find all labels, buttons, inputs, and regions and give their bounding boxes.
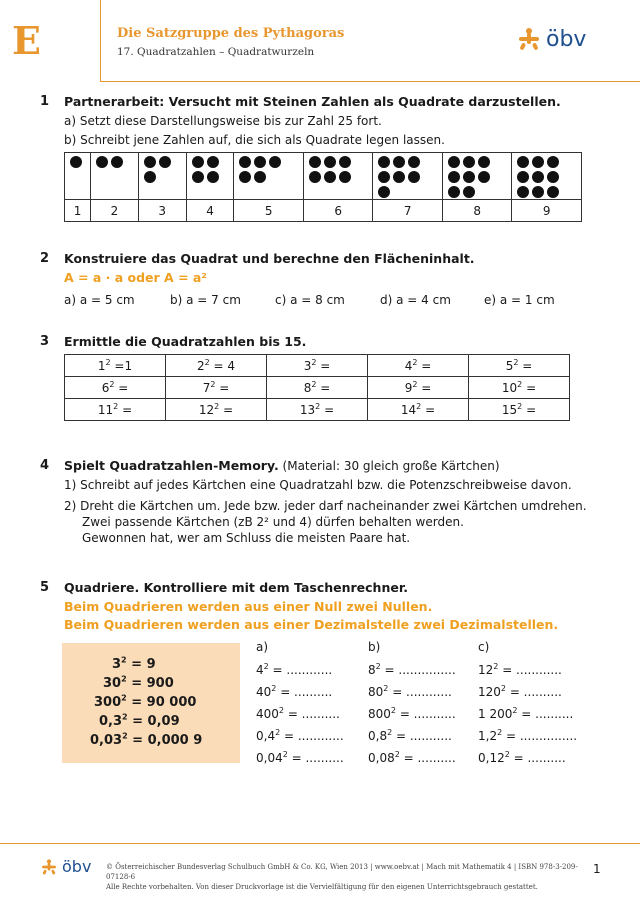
example-result: = 90 000	[126, 695, 197, 711]
exercise-blank: = ............	[280, 729, 344, 743]
stone-dot	[517, 171, 529, 183]
example-base: 3	[112, 657, 122, 673]
exercise-base: 0,8	[368, 729, 388, 743]
stone-dot	[448, 156, 460, 168]
square-expression-exponent: 2	[315, 402, 321, 411]
dot-cell-label: 2	[91, 200, 139, 222]
square-cell	[166, 377, 267, 399]
square-expression-rest: =	[522, 381, 537, 395]
task4-title-note: (Material: 30 gleich große Kärtchen)	[278, 459, 500, 473]
square-expression	[199, 403, 233, 417]
task1-number: 1	[40, 94, 50, 109]
square-expression-base: 15	[501, 403, 518, 417]
square-expression-rest: =	[118, 403, 133, 417]
dot-group	[187, 153, 234, 183]
dot-cell	[234, 153, 304, 200]
square-expression-rest: =	[518, 359, 533, 373]
dot-cell	[138, 153, 186, 200]
square-expression-exponent: 2	[311, 358, 317, 367]
example-result: = 900	[126, 676, 174, 692]
exercise-blank: = ............	[268, 663, 333, 677]
dot-group	[139, 153, 186, 183]
oebv-star-icon	[516, 26, 542, 52]
exercise-blank: = ............	[388, 685, 452, 699]
exercise-blank: = ...........	[396, 707, 456, 721]
square-cell	[267, 377, 368, 399]
square-expression-exponent: 2	[204, 358, 210, 367]
square-numbers-table	[64, 354, 570, 421]
exercise-blank: = ...........	[392, 729, 452, 743]
column-head: a)	[256, 640, 269, 654]
example-expression	[94, 695, 196, 710]
exercise-blank: = ............	[498, 663, 562, 677]
exercise-item	[368, 728, 452, 743]
stone-dot	[96, 156, 108, 168]
example-result: = 0,000 9	[127, 733, 203, 749]
stone-dot	[448, 171, 460, 183]
square-cell	[368, 399, 469, 421]
exercise-base: 800	[368, 707, 391, 721]
header-subtitle: 17. Quadratzahlen – Quadratwurzeln	[117, 46, 315, 58]
stone-dot	[478, 156, 490, 168]
stone-dot	[339, 156, 351, 168]
square-expression-exponent: 2	[109, 380, 115, 389]
exercise-exponent: 2	[263, 662, 269, 671]
stone-dot	[532, 156, 544, 168]
task2-item-d: d) a = 4 cm	[380, 293, 451, 307]
dot-cell-label: 8	[442, 200, 512, 222]
stone-dot	[159, 156, 171, 168]
stone-dot	[70, 156, 82, 168]
dot-cell-label: 6	[303, 200, 373, 222]
dot-group	[65, 153, 90, 168]
footer-logo-text: öbv	[62, 857, 92, 876]
exercise-base: 80	[368, 685, 384, 699]
task2-item-a: a) a = 5 cm	[64, 293, 135, 307]
stone-dot	[448, 186, 460, 198]
task2-title: Konstruiere das Quadrat und berechne den Flächeninhalt.	[64, 251, 475, 266]
exercise-base: 0,04	[256, 751, 283, 765]
square-cell	[166, 399, 267, 421]
stone-dot	[192, 171, 204, 183]
task5-number: 5	[40, 580, 50, 595]
header-divider-vertical	[100, 0, 101, 82]
exercise-blank: = ..........	[509, 751, 566, 765]
exercise-item	[256, 750, 344, 765]
task2-formula: A = a · a oder A = a²	[64, 270, 207, 285]
column-head: b)	[368, 640, 381, 654]
exercise-item	[368, 662, 456, 677]
exercise-exponent: 2	[394, 750, 400, 759]
square-expression-exponent: 2	[311, 380, 317, 389]
example-line	[99, 713, 180, 729]
square-expression	[304, 381, 331, 395]
square-expression-base: 6	[101, 381, 110, 395]
exercise-exponent: 2	[390, 706, 396, 715]
example-line	[90, 732, 202, 748]
exercise-base: 4	[256, 663, 264, 677]
header-logo	[516, 26, 586, 52]
square-expression-exponent: 2	[517, 380, 523, 389]
exercise-item	[478, 706, 573, 721]
exercise-exponent: 2	[271, 684, 277, 693]
stone-dot	[463, 156, 475, 168]
exercise-item	[478, 684, 562, 699]
oebv-star-icon	[40, 858, 58, 876]
square-expression-base: 8	[303, 381, 312, 395]
exercise-base: 0,4	[256, 729, 276, 743]
square-expression-exponent: 2	[105, 358, 111, 367]
square-expression	[401, 403, 435, 417]
exercise-blank: = ..........	[517, 707, 574, 721]
stone-dot	[324, 171, 336, 183]
stone-dot	[269, 156, 281, 168]
square-expression-base: 2	[196, 359, 205, 373]
column-head: c)	[478, 640, 490, 654]
task2-item-c: c) a = 8 cm	[275, 293, 345, 307]
square-expression-base: 12	[198, 403, 215, 417]
square-expression-rest: =	[417, 381, 432, 395]
stone-dot	[517, 186, 529, 198]
stone-dot	[159, 171, 171, 183]
task4-number: 4	[40, 458, 50, 473]
task2-item-e: e) a = 1 cm	[484, 293, 555, 307]
exercise-base: 40	[256, 685, 272, 699]
square-expression	[502, 381, 536, 395]
exercise-blank: = ..........	[399, 751, 456, 765]
stone-dot	[144, 156, 156, 168]
footer-line1: © Österreichischer Bundesverlag Schulbuch GmbH & Co. KG, Wien 2013 | www.oebv.at | Mach mit Mathematik 4 | ISBN 978-3-209-07128-6	[106, 863, 578, 881]
stone-dot	[239, 156, 251, 168]
exercise-item	[478, 728, 577, 743]
stone-dot	[393, 186, 405, 198]
dot-group	[91, 153, 138, 168]
exercise-blank: = ..........	[506, 685, 562, 699]
square-expression-base: 11	[97, 403, 114, 417]
square-cell	[469, 377, 570, 399]
square-expression-exponent: 2	[412, 380, 418, 389]
task4-step2-line1: 2) Dreht die Kärtchen um. Jede bzw. jeder darf nacheinander zwei Kärtchen umdrehen.	[64, 499, 587, 513]
stone-dot	[478, 186, 490, 198]
stone-dot	[463, 171, 475, 183]
task5-title: Quadriere. Kontrolliere mit dem Taschenrechner.	[64, 580, 408, 595]
dot-cell	[512, 153, 582, 200]
square-expression-base: 10	[501, 381, 518, 395]
square-expression-rest: =	[421, 403, 436, 417]
example-result: = 0,09	[127, 714, 180, 730]
exercise-exponent: 2	[497, 728, 503, 737]
exercise-exponent: 2	[278, 706, 284, 715]
chapter-letter: E	[12, 18, 41, 63]
square-expression-exponent: 2	[416, 402, 422, 411]
stone-dot	[378, 186, 390, 198]
stone-dot	[144, 171, 156, 183]
square-expression	[98, 359, 132, 373]
exercise-exponent: 2	[512, 706, 518, 715]
square-cell	[368, 377, 469, 399]
square-expression-base: 1	[97, 359, 106, 373]
footer-logo	[40, 857, 91, 876]
square-cell	[469, 399, 570, 421]
dot-cell-label: 4	[186, 200, 234, 222]
example-exponent: 2	[122, 713, 128, 722]
exercise-base: 1,2	[478, 729, 498, 743]
example-line	[94, 694, 196, 710]
exercise-item	[256, 728, 344, 743]
task4-step2-line3: Gewonnen hat, wer am Schluss die meisten Paare hat.	[82, 531, 411, 545]
exercise-base: 0,12	[478, 751, 505, 765]
square-expression	[197, 359, 235, 373]
square-cell	[65, 399, 166, 421]
square-expression-exponent: 2	[214, 402, 220, 411]
exercise-base: 120	[478, 685, 501, 699]
square-expression-rest: =	[417, 359, 432, 373]
dot-cell	[91, 153, 139, 200]
square-cell	[469, 355, 570, 377]
stone-dot	[239, 171, 251, 183]
square-expression-base: 14	[400, 403, 417, 417]
exercise-exponent: 2	[383, 684, 389, 693]
square-expression	[506, 359, 533, 373]
stone-dot	[111, 156, 123, 168]
dot-cell	[65, 153, 91, 200]
stone-dot	[309, 156, 321, 168]
example-base: 0,3	[99, 714, 123, 730]
exercise-blank: = ..........	[287, 751, 344, 765]
square-expression-exponent: 2	[412, 358, 418, 367]
stone-dot	[408, 171, 420, 183]
header-divider-horizontal	[100, 81, 640, 82]
example-exponent: 2	[121, 656, 127, 665]
square-cell	[368, 355, 469, 377]
stone-dot	[408, 156, 420, 168]
dot-cell	[186, 153, 234, 200]
example-exponent: 2	[121, 694, 127, 703]
stone-dot	[378, 156, 390, 168]
stone-dot	[393, 171, 405, 183]
exercise-base: 1 200	[478, 707, 513, 721]
dot-group	[304, 153, 373, 183]
footer-divider	[0, 843, 640, 844]
dot-cell	[373, 153, 443, 200]
header-title: Die Satzgruppe des Pythagoras	[117, 26, 345, 41]
dot-row	[65, 153, 582, 200]
footer-copyright	[106, 862, 586, 892]
exercise-item	[256, 706, 340, 721]
task3-number: 3	[40, 334, 50, 349]
square-expression-rest: =1	[110, 359, 133, 373]
stone-dot	[339, 171, 351, 183]
square-expression-rest: =	[320, 403, 335, 417]
dot-cell-label: 9	[512, 200, 582, 222]
stone-dot	[408, 186, 420, 198]
dot-cell	[303, 153, 373, 200]
stone-dot	[547, 156, 559, 168]
dot-square-table	[64, 152, 582, 222]
example-line	[112, 656, 156, 672]
task5-rule2: Beim Quadrieren werden aus einer Dezimalstelle zwei Dezimalstellen.	[64, 617, 559, 632]
square-expression-rest: =	[215, 381, 230, 395]
stone-dot	[547, 186, 559, 198]
stone-dot	[532, 171, 544, 183]
stone-dot	[269, 171, 281, 183]
example-expression	[112, 657, 156, 672]
square-expression-rest: =	[114, 381, 129, 395]
square-expression	[502, 403, 536, 417]
footer-line2: Alle Rechte vorbehalten. Von dieser Druckvorlage ist die Vervielfältigung für den eigenen Unterrichtsgebrauch gestattet.	[106, 883, 538, 891]
stone-dot	[207, 156, 219, 168]
square-expression-base: 3	[303, 359, 312, 373]
task4-step1: 1) Schreibt auf jedes Kärtchen eine Quadratzahl bzw. die Potenzschreibweise davon.	[64, 478, 572, 492]
table-row	[65, 377, 570, 399]
exercise-item	[478, 662, 562, 677]
exercise-item	[478, 750, 566, 765]
exercise-blank: = ...............	[502, 729, 578, 743]
task4-step2-line2: Zwei passende Kärtchen (zB 2² und 4) dürfen behalten werden.	[82, 515, 464, 529]
stone-dot	[478, 171, 490, 183]
exercise-exponent: 2	[275, 728, 281, 737]
square-expression	[203, 381, 230, 395]
task1-line-a: a) Setzt diese Darstellungsweise bis zur Zahl 25 fort.	[64, 114, 382, 128]
table-row	[65, 355, 570, 377]
dot-cell-label: 7	[373, 200, 443, 222]
label-row	[65, 200, 582, 222]
stone-dot	[547, 171, 559, 183]
square-expression-rest: =	[522, 403, 537, 417]
exercise-exponent: 2	[493, 662, 499, 671]
square-expression	[405, 381, 432, 395]
stone-dot	[324, 156, 336, 168]
square-cell	[267, 399, 368, 421]
exercise-base: 8	[368, 663, 376, 677]
dot-cell	[442, 153, 512, 200]
stone-dot	[517, 156, 529, 168]
exercise-exponent: 2	[387, 728, 393, 737]
exercise-blank: = ..........	[284, 707, 340, 721]
exercise-item	[256, 662, 332, 677]
square-expression	[102, 381, 129, 395]
stone-dot	[378, 171, 390, 183]
dot-group	[234, 153, 303, 183]
example-base: 300	[94, 695, 122, 711]
exercise-base: 400	[256, 707, 279, 721]
dot-group	[443, 153, 512, 198]
dot-cell-label: 3	[138, 200, 186, 222]
square-expression	[304, 359, 331, 373]
task4-title: Spielt Quadratzahlen-Memory.	[64, 458, 279, 473]
exercise-item	[368, 684, 452, 699]
dot-group	[512, 153, 581, 198]
example-expression	[99, 714, 180, 729]
square-expression-exponent: 2	[113, 402, 119, 411]
example-exponent: 2	[121, 675, 127, 684]
example-base: 30	[103, 676, 122, 692]
stone-dot	[254, 156, 266, 168]
dot-cell-label: 5	[234, 200, 304, 222]
square-expression	[405, 359, 432, 373]
square-expression	[300, 403, 334, 417]
task1-title: Partnerarbeit: Versucht mit Steinen Zahlen als Quadrate darzustellen.	[64, 94, 561, 109]
square-expression-base: 5	[505, 359, 514, 373]
square-expression-rest: =	[316, 381, 331, 395]
square-expression-base: 13	[299, 403, 316, 417]
exercise-item	[256, 684, 332, 699]
exercise-blank: = ..........	[276, 685, 333, 699]
square-cell	[65, 377, 166, 399]
exercise-exponent: 2	[282, 750, 288, 759]
square-expression-rest: =	[316, 359, 331, 373]
task4-heading	[64, 458, 500, 473]
square-expression-exponent: 2	[517, 402, 523, 411]
square-expression-rest: =	[219, 403, 234, 417]
example-exponent: 2	[122, 732, 128, 741]
square-expression-base: 7	[202, 381, 211, 395]
example-base: 0,03	[90, 733, 123, 749]
dot-cell-label: 1	[65, 200, 91, 222]
square-expression-base: 4	[404, 359, 413, 373]
page-number: 1	[593, 862, 601, 876]
task1-line-b: b) Schreibt jene Zahlen auf, die sich als Quadrate legen lassen.	[64, 133, 445, 147]
square-cell	[267, 355, 368, 377]
square-cell	[166, 355, 267, 377]
stone-dot	[532, 186, 544, 198]
exercise-exponent: 2	[504, 750, 510, 759]
exercise-base: 0,08	[368, 751, 395, 765]
task2-number: 2	[40, 251, 50, 266]
stone-dot	[463, 186, 475, 198]
example-line	[103, 675, 174, 691]
square-expression-exponent: 2	[513, 358, 519, 367]
dot-group	[373, 153, 442, 198]
stone-dot	[254, 171, 266, 183]
stone-dot	[393, 156, 405, 168]
stone-dot	[207, 171, 219, 183]
task5-rule1: Beim Quadrieren werden aus einer Null zwei Nullen.	[64, 599, 433, 614]
square-expression-rest: = 4	[209, 359, 236, 373]
example-expression	[103, 676, 174, 691]
exercise-item	[368, 750, 456, 765]
exercise-item	[368, 706, 456, 721]
task2-item-b: b) a = 7 cm	[170, 293, 241, 307]
example-expression	[90, 733, 202, 748]
exercise-base: 12	[478, 663, 494, 677]
task3-title: Ermittle die Quadratzahlen bis 15.	[64, 334, 307, 349]
exercise-blank: = ...............	[380, 663, 456, 677]
exercise-exponent: 2	[500, 684, 506, 693]
square-expression-base: 9	[404, 381, 413, 395]
square-cell	[65, 355, 166, 377]
header-logo-text: öbv	[546, 26, 587, 52]
square-expression	[98, 403, 132, 417]
example-result: = 9	[126, 657, 156, 673]
table-row	[65, 399, 570, 421]
exercise-exponent: 2	[375, 662, 381, 671]
stone-dot	[309, 171, 321, 183]
square-expression-exponent: 2	[210, 380, 216, 389]
stone-dot	[192, 156, 204, 168]
